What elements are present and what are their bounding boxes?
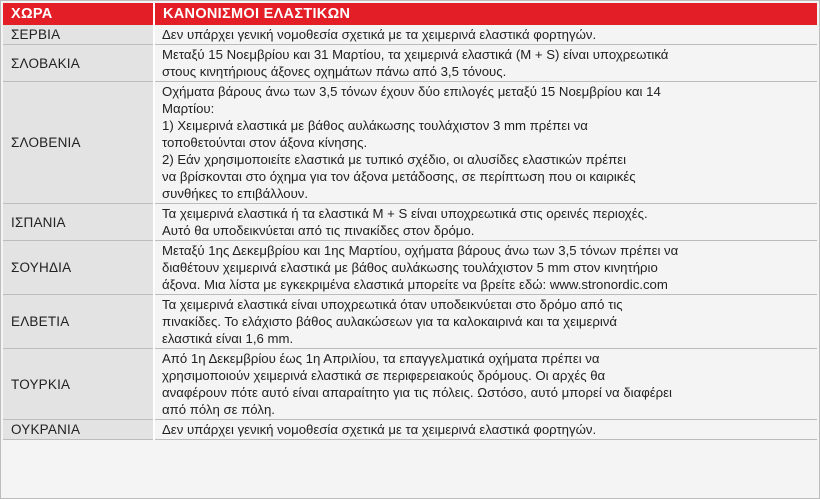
tire-regulations-table [3, 3, 817, 440]
regulation-text-line: Οχήματα βάρους άνω των 3,5 τόνων έχουν δύο επιλογές μεταξύ 15 Νοεμβρίου και 14 [162, 84, 661, 99]
column-header-country: ΧΩΡΑ [3, 3, 154, 25]
regulation-text-line: συνθήκες το επιβάλλουν. [162, 186, 309, 201]
regulation-text-line: Δεν υπάρχει γενική νομοθεσία σχετικά με τα χειμερινά ελαστικά φορτηγών. [162, 422, 597, 437]
table-header-row [3, 3, 817, 25]
regulation-text-line: Μαρτίου: [162, 101, 215, 116]
table-row [3, 349, 817, 420]
table-row [3, 420, 817, 440]
country-cell: ΕΛΒΕΤΙΑ [3, 295, 154, 349]
regulation-text-line: Αυτό θα υποδεικνύεται από τις πινακίδες στον δρόμο. [162, 223, 475, 238]
regulation-cell [154, 295, 817, 349]
regulation-text-line: Μεταξύ 15 Νοεμβρίου και 31 Μαρτίου, τα χειμερινά ελαστικά (M + S) είναι υποχρεωτικά [162, 47, 669, 62]
regulation-text-line: να βρίσκονται στο όχημα για τον άξονα μετάδοσης, σε περίπτωση που οι καιρικές [162, 169, 636, 184]
country-cell: ΙΣΠΑΝΙΑ [3, 204, 154, 241]
table-row [3, 45, 817, 82]
regulation-text-line: από πόλη σε πόλη. [162, 402, 275, 417]
country-cell: ΣΛΟΒΕΝΙΑ [3, 82, 154, 204]
regulation-text-line: Τα χειμερινά ελαστικά είναι υποχρεωτικά όταν υποδεικνύεται στο δρόμο από τις [162, 297, 623, 312]
regulation-text-line: ελαστικά είναι 1,6 mm. [162, 331, 294, 346]
regulation-cell [154, 420, 817, 440]
regulation-text-line: στους κινητήριους άξονες οχημάτων πάνω από 3,5 τόνους. [162, 64, 507, 79]
regulation-cell [154, 82, 817, 204]
regulation-cell [154, 204, 817, 241]
country-cell: ΣΛΟΒΑΚΙΑ [3, 45, 154, 82]
table-body [3, 25, 817, 440]
regulation-text-line: Μεταξύ 1ης Δεκεμβρίου και 1ης Μαρτίου, οχήματα βάρους άνω των 3,5 τόνων πρέπει να [162, 243, 679, 258]
regulation-cell [154, 45, 817, 82]
table-row [3, 25, 817, 45]
regulation-text-line: Από 1η Δεκεμβρίου έως 1η Απριλίου, τα επαγγελματικά οχήματα πρέπει να [162, 351, 600, 366]
country-cell: ΟΥΚΡΑΝΙΑ [3, 420, 154, 440]
regulation-text-line: Τα χειμερινά ελαστικά ή τα ελαστικά M + S είναι υποχρεωτικά στις ορεινές περιοχές. [162, 206, 648, 221]
regulation-text-line: Δεν υπάρχει γενική νομοθεσία σχετικά με τα χειμερινά ελαστικά φορτηγών. [162, 27, 597, 42]
table-row [3, 295, 817, 349]
table-row [3, 241, 817, 295]
regulation-text-line: αναφέρουν πότε αυτό είναι απαραίτητο για τις πόλεις. Ωστόσο, αυτό μπορεί να διαφέρει [162, 385, 672, 400]
regulation-cell [154, 349, 817, 420]
regulation-cell [154, 25, 817, 45]
country-cell: ΣΟΥΗΔΙΑ [3, 241, 154, 295]
regulation-text-line: τοποθετούνται στον άξονα κίνησης. [162, 135, 368, 150]
table-row [3, 82, 817, 204]
regulation-text-line: χρησιμοποιούν χειμερινά ελαστικά σε περιφερειακούς δρόμους. Οι αρχές θα [162, 368, 606, 383]
regulation-text-line: άξονα. Μια λίστα με εγκεκριμένα ελαστικά μπορείτε να βρείτε εδώ: www.stronordic.com [162, 277, 668, 292]
regulation-text-line: διαθέτουν χειμερινά ελαστικά με βάθος αυλάκωσης τουλάχιστον 5 mm στον κινητήριο [162, 260, 658, 275]
table-row [3, 204, 817, 241]
regulation-text-line: 2) Εάν χρησιμοποιείτε ελαστικά με τυπικό σχέδιο, οι αλυσίδες ελαστικών πρέπει [162, 152, 627, 167]
regulation-text-line: πινακίδες. Το ελάχιστο βάθος αυλακώσεων για τα καλοκαιρινά και τα χειμερινά [162, 314, 618, 329]
column-header-rules: ΚΑΝΟΝΙΣΜΟΙ ΕΛΑΣΤΙΚΩΝ [154, 3, 817, 25]
regulation-cell [154, 241, 817, 295]
country-cell: ΣΕΡΒΙΑ [3, 25, 154, 45]
regulation-text-line: 1) Χειμερινά ελαστικά με βάθος αυλάκωσης τουλάχιστον 3 mm πρέπει να [162, 118, 588, 133]
country-cell: ΤΟΥΡΚΙΑ [3, 349, 154, 420]
